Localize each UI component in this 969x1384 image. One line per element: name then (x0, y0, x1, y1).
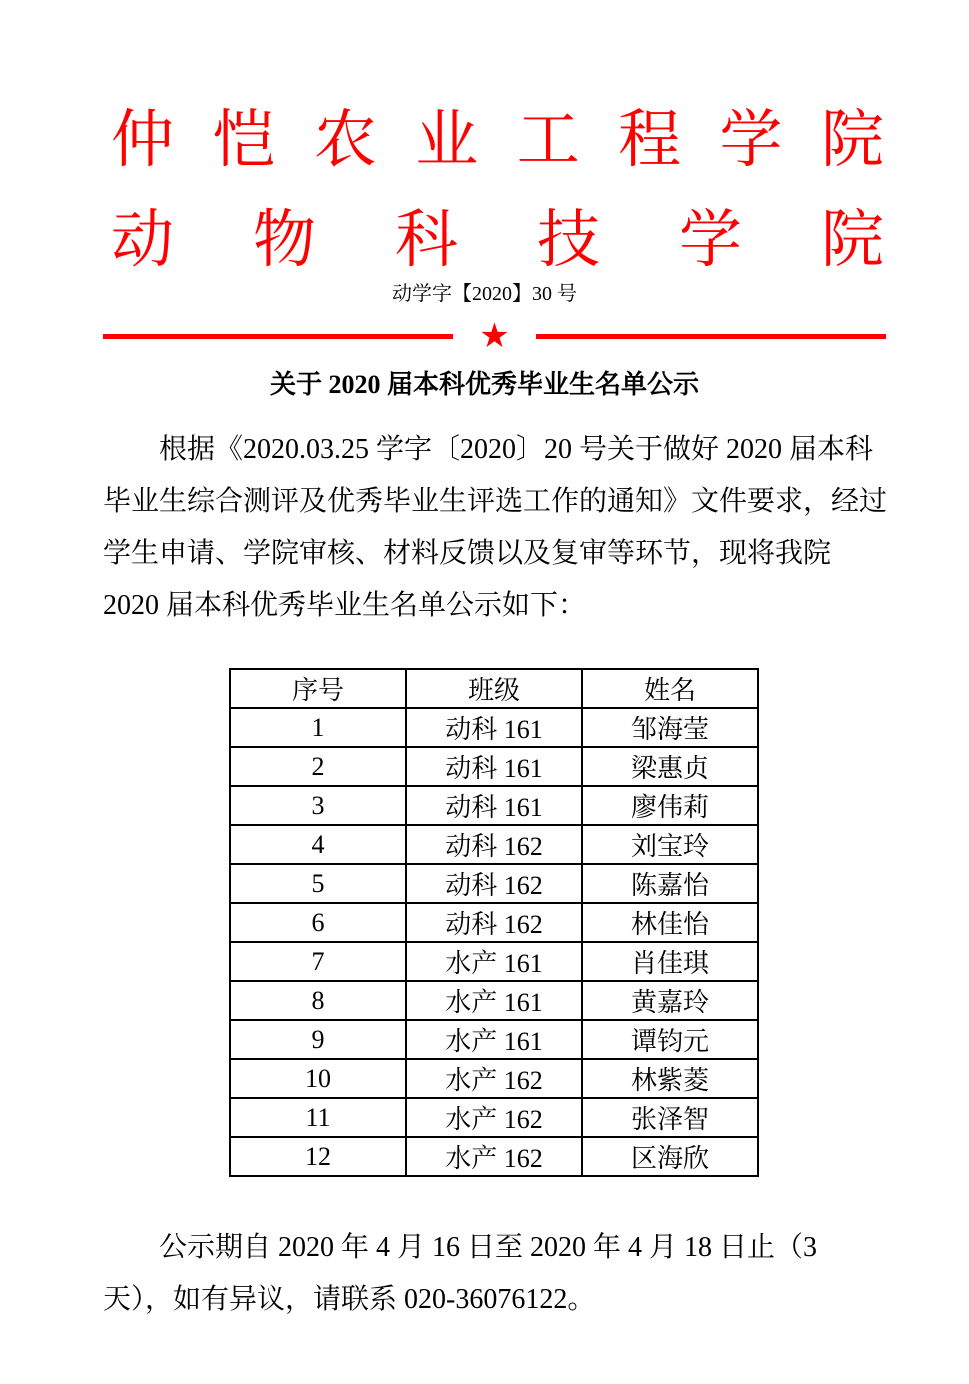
graduates-table-body (230, 708, 758, 1176)
table-header-cell: 姓名 (582, 669, 758, 708)
cell-serial-number: 10 (230, 1059, 406, 1098)
table-row (230, 1059, 758, 1098)
body-paragraph-line: 根据《2020.03.25 学字〔2020〕20 号关于做好 2020 届本科 (159, 434, 874, 465)
cell-student-name: 张泽智 (582, 1098, 758, 1137)
header-divider (103, 316, 886, 356)
cell-class: 水产 162 (406, 1059, 582, 1098)
table-row (230, 825, 758, 864)
cell-student-name: 肖佳琪 (582, 942, 758, 981)
star-icon: ★ (479, 316, 510, 356)
cell-serial-number: 3 (230, 786, 406, 825)
cell-student-name: 林佳怡 (582, 903, 758, 942)
cell-student-name: 邹海莹 (582, 708, 758, 747)
body-paragraph-line: 2020 届本科优秀毕业生名单公示如下： (103, 590, 587, 621)
cell-class: 水产 162 (406, 1137, 582, 1176)
cell-student-name: 黄嘉玲 (582, 981, 758, 1020)
table-row (230, 942, 758, 981)
table-row (230, 903, 758, 942)
body-paragraph (103, 424, 888, 632)
table-header-row (230, 669, 758, 708)
org-name-line2: 动 物 科 技 学 院 (111, 205, 884, 275)
letterhead (103, 105, 884, 356)
cell-class: 动科 162 (406, 903, 582, 942)
cell-class: 水产 162 (406, 1098, 582, 1137)
cell-serial-number: 8 (230, 981, 406, 1020)
cell-class: 动科 161 (406, 747, 582, 786)
document-content (0, 106, 969, 1326)
org-name-line1: 仲 恺 农 业 工 程 学 院 (111, 105, 884, 175)
cell-class: 动科 161 (406, 786, 582, 825)
cell-student-name: 陈嘉怡 (582, 864, 758, 903)
divider-line-right (536, 334, 886, 339)
cell-class: 动科 161 (406, 708, 582, 747)
table-row (230, 747, 758, 786)
cell-serial-number: 1 (230, 708, 406, 747)
body-paragraph-line: 学生申请、学院审核、材料反馈以及复审等环节，现将我院 (103, 538, 832, 569)
cell-serial-number: 4 (230, 825, 406, 864)
table-row (230, 1098, 758, 1137)
cell-student-name: 梁惠贞 (582, 747, 758, 786)
cell-serial-number: 12 (230, 1137, 406, 1176)
cell-serial-number: 2 (230, 747, 406, 786)
footer-paragraph-line: 天），如有异议，请联系 020-36076122。 (103, 1284, 596, 1315)
footer-paragraph-line: 公示期自 2020 年 4 月 16 日至 2020 年 4 月 18 日止（3 (159, 1232, 818, 1263)
divider-line-left (103, 334, 453, 339)
cell-class: 水产 161 (406, 981, 582, 1020)
table-row (230, 981, 758, 1020)
cell-student-name: 廖伟莉 (582, 786, 758, 825)
cell-student-name: 区海欣 (582, 1137, 758, 1176)
table-row (230, 1137, 758, 1176)
cell-serial-number: 6 (230, 903, 406, 942)
cell-student-name: 谭钧元 (582, 1020, 758, 1059)
cell-serial-number: 7 (230, 942, 406, 981)
cell-class: 动科 162 (406, 825, 582, 864)
table-header-cell: 班级 (406, 669, 582, 708)
cell-serial-number: 9 (230, 1020, 406, 1059)
cell-student-name: 刘宝玲 (582, 825, 758, 864)
body-paragraph-line: 毕业生综合测评及优秀毕业生评选工作的通知》文件要求，经过 (103, 486, 888, 517)
cell-serial-number: 11 (230, 1098, 406, 1137)
page-title: 关于 2020 届本科优秀毕业生名单公示 (269, 370, 699, 399)
table-row (230, 708, 758, 747)
table-row (230, 786, 758, 825)
table-row (230, 1020, 758, 1059)
cell-class: 水产 161 (406, 1020, 582, 1059)
cell-serial-number: 5 (230, 864, 406, 903)
document-number: 动学字【2020】30 号 (392, 283, 577, 305)
graduates-table (229, 668, 759, 1177)
table-row (230, 864, 758, 903)
cell-class: 动科 162 (406, 864, 582, 903)
cell-class: 水产 161 (406, 942, 582, 981)
table-header-cell: 序号 (230, 669, 406, 708)
cell-student-name: 林紫菱 (582, 1059, 758, 1098)
graduates-table-head (230, 669, 758, 708)
footer-paragraph (103, 1222, 866, 1326)
